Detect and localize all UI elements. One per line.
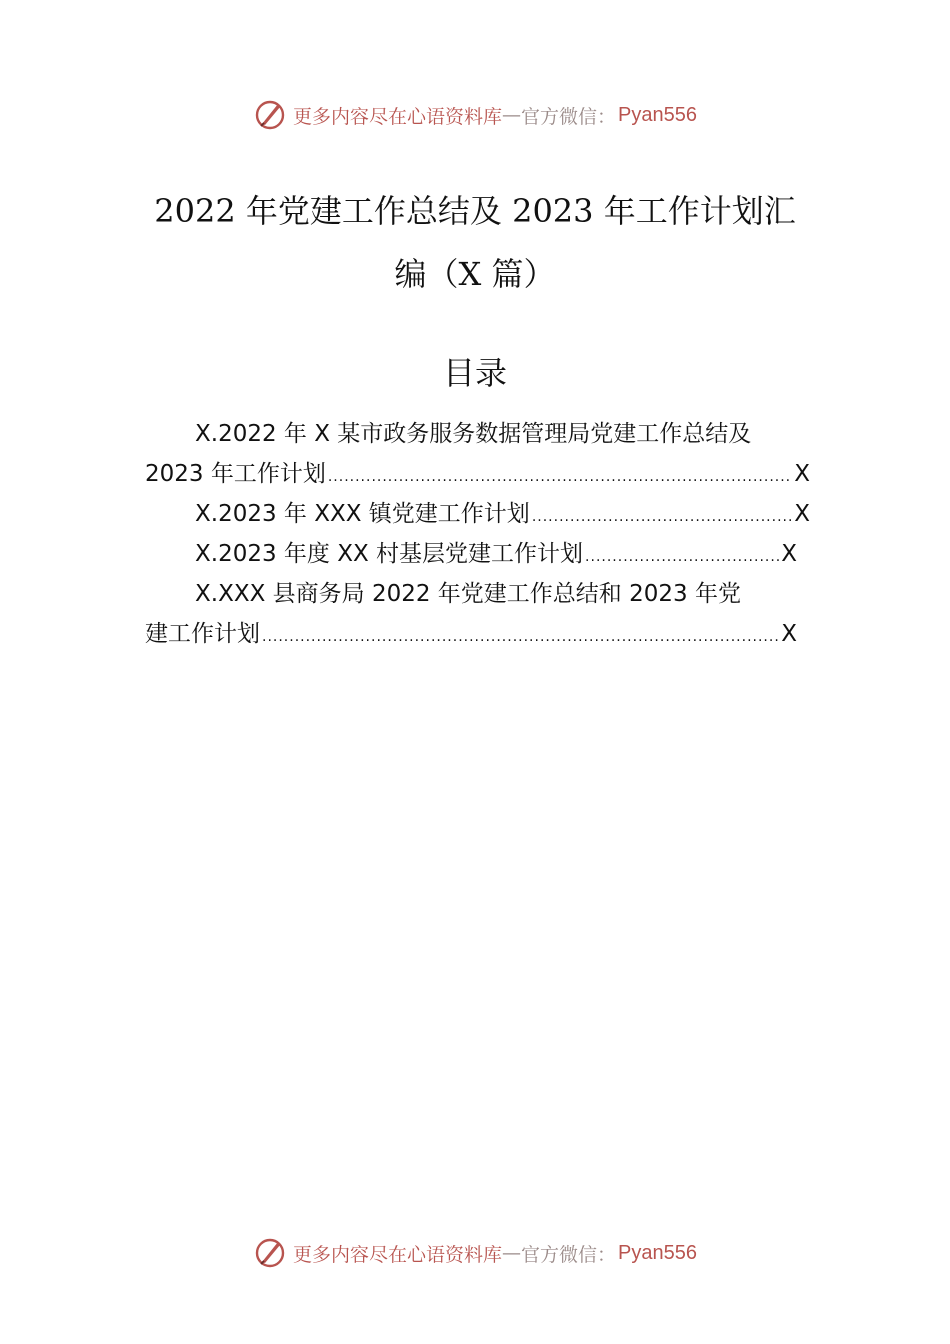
toc-entry-title: X.XXX 县商务局 2022 年党建工作总结和 2023 年党 — [195, 581, 741, 607]
toc-leader-dots — [532, 497, 792, 537]
toc-entry-line — [145, 494, 810, 534]
toc-page-number: X — [781, 621, 797, 647]
watermark-main-text: 更多内容尽在心语资料库 — [293, 1243, 503, 1266]
watermark-wechat-id: Pyan556 — [618, 1241, 697, 1264]
table-of-contents — [145, 414, 835, 654]
toc-page-number: X — [794, 501, 810, 527]
toc-entry-line — [145, 414, 835, 454]
watermark-main-text: 更多内容尽在心语资料库 — [293, 105, 503, 128]
toc-entry-line — [145, 574, 835, 614]
toc-entry-line — [145, 614, 797, 654]
header-watermark — [0, 95, 950, 135]
toc-heading: 目录 — [442, 354, 507, 392]
toc-entry-title: X.2022 年 X 某市政务服务数据管理局党建工作总结及 — [195, 421, 752, 447]
watermark-wechat-label: 官方微信： — [521, 105, 617, 128]
quill-circle-logo-icon — [253, 1236, 287, 1270]
quill-circle-logo-icon — [253, 98, 287, 132]
toc-entry-1[interactable] — [145, 414, 835, 494]
toc-page-number: X — [794, 461, 810, 487]
toc-entry-2[interactable] — [145, 494, 835, 534]
toc-leader-dots — [328, 457, 792, 497]
toc-entry-4[interactable] — [145, 574, 835, 654]
toc-leader-dots — [262, 617, 779, 657]
toc-page-number: X — [781, 541, 797, 567]
toc-leader-dots — [585, 537, 779, 577]
toc-entry-title: X.2023 年 XXX 镇党建工作计划 — [195, 501, 530, 527]
watermark-dash: — — [502, 1242, 522, 1264]
watermark-wechat-id: Pyan556 — [618, 103, 697, 126]
document-title-line-1: 2022 年党建工作总结及 2023 年工作计划汇 — [154, 192, 796, 230]
watermark-wechat-label: 官方微信： — [521, 1243, 617, 1266]
toc-entry-title-cont: 建工作计划 — [145, 621, 260, 647]
watermark-dash: — — [502, 104, 522, 126]
footer-watermark — [0, 1233, 950, 1273]
toc-entry-line — [145, 454, 810, 494]
toc-entry-3[interactable] — [145, 534, 835, 574]
toc-entry-title-cont: 2023 年工作计划 — [145, 461, 326, 487]
toc-entry-title: X.2023 年度 XX 村基层党建工作计划 — [195, 541, 584, 567]
document-title-line-2: 编（X 篇） — [394, 255, 556, 293]
toc-entry-line — [145, 534, 797, 574]
